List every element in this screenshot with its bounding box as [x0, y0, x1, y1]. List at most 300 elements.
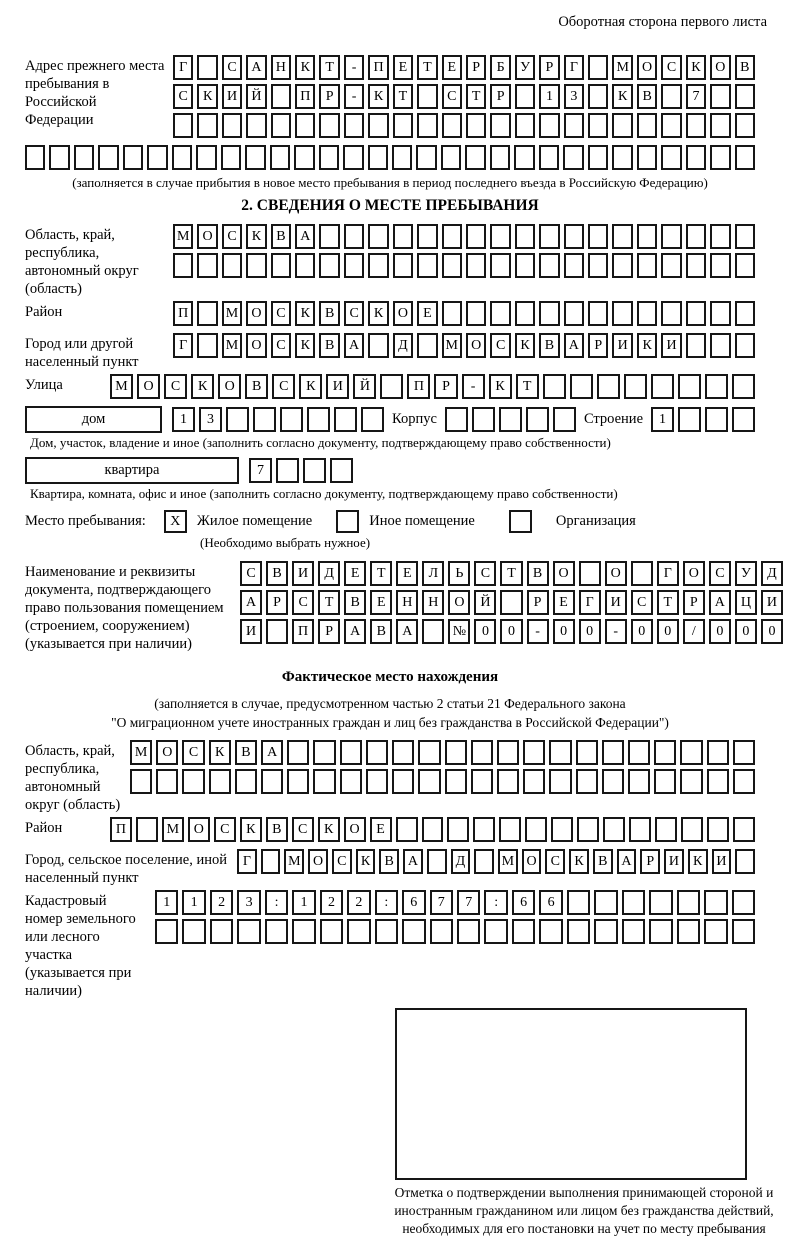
form-cell[interactable] — [422, 619, 444, 644]
form-cell[interactable]: М — [222, 301, 242, 326]
form-cell[interactable] — [197, 333, 217, 358]
form-cell[interactable]: 7 — [686, 84, 706, 109]
form-cell[interactable]: В — [379, 849, 399, 874]
form-cell[interactable] — [497, 740, 519, 765]
form-cell[interactable] — [686, 145, 706, 170]
form-cell[interactable] — [588, 301, 608, 326]
form-cell[interactable] — [294, 145, 314, 170]
form-cell[interactable] — [686, 301, 706, 326]
form-cell[interactable]: Р — [318, 619, 340, 644]
form-cell[interactable] — [735, 253, 755, 278]
form-cell[interactable]: 0 — [474, 619, 496, 644]
form-cell[interactable] — [551, 817, 573, 842]
form-cell[interactable] — [347, 919, 370, 944]
form-cell[interactable] — [340, 769, 362, 794]
form-cell[interactable]: 0 — [553, 619, 575, 644]
form-cell[interactable] — [514, 145, 534, 170]
form-cell[interactable] — [588, 84, 608, 109]
form-cell[interactable]: К — [246, 224, 266, 249]
form-cell[interactable]: - — [344, 84, 364, 109]
form-cell[interactable]: : — [484, 890, 507, 915]
form-cell[interactable] — [564, 113, 584, 138]
form-cell[interactable] — [368, 224, 388, 249]
form-cell[interactable]: В — [344, 590, 366, 615]
form-cell[interactable] — [649, 919, 672, 944]
form-cell[interactable]: Т — [370, 561, 392, 586]
form-cell[interactable] — [222, 253, 242, 278]
form-cell[interactable] — [368, 253, 388, 278]
form-cell[interactable] — [735, 113, 755, 138]
form-cell[interactable] — [622, 919, 645, 944]
form-cell[interactable] — [209, 769, 231, 794]
form-cell[interactable] — [735, 145, 755, 170]
form-cell[interactable]: Г — [173, 333, 193, 358]
form-cell[interactable] — [366, 740, 388, 765]
form-cell[interactable]: 0 — [631, 619, 653, 644]
form-cell[interactable] — [681, 817, 703, 842]
form-cell[interactable] — [392, 740, 414, 765]
form-cell[interactable]: К — [295, 301, 315, 326]
form-cell[interactable] — [677, 919, 700, 944]
form-cell[interactable] — [418, 740, 440, 765]
form-cell[interactable] — [602, 740, 624, 765]
form-cell[interactable] — [245, 145, 265, 170]
form-cell[interactable]: С — [631, 590, 653, 615]
form-cell[interactable] — [368, 113, 388, 138]
form-cell[interactable]: / — [683, 619, 705, 644]
form-cell[interactable] — [707, 817, 729, 842]
form-cell[interactable]: Н — [422, 590, 444, 615]
form-cell[interactable] — [564, 224, 584, 249]
form-cell[interactable] — [637, 224, 657, 249]
form-cell[interactable]: С — [222, 55, 242, 80]
form-cell[interactable]: М — [162, 817, 184, 842]
form-cell[interactable] — [344, 113, 364, 138]
form-cell[interactable] — [622, 890, 645, 915]
form-cell[interactable] — [563, 145, 583, 170]
form-cell[interactable]: Г — [564, 55, 584, 80]
form-cell[interactable]: К — [612, 84, 632, 109]
form-cell[interactable] — [597, 374, 620, 399]
form-cell[interactable]: С — [292, 590, 314, 615]
form-cell[interactable]: Р — [539, 55, 559, 80]
form-cell[interactable] — [570, 374, 593, 399]
form-cell[interactable] — [343, 145, 363, 170]
form-cell[interactable] — [417, 333, 437, 358]
form-cell[interactable] — [197, 253, 217, 278]
form-cell[interactable]: П — [292, 619, 314, 644]
form-cell[interactable] — [704, 890, 727, 915]
form-cell[interactable]: С — [271, 301, 291, 326]
form-cell[interactable]: - — [527, 619, 549, 644]
form-cell[interactable]: 3 — [564, 84, 584, 109]
form-cell[interactable] — [466, 113, 486, 138]
form-cell[interactable]: К — [688, 849, 708, 874]
form-cell[interactable] — [361, 407, 384, 432]
form-cell[interactable]: Р — [466, 55, 486, 80]
form-cell[interactable]: О — [344, 817, 366, 842]
form-cell[interactable] — [307, 407, 330, 432]
form-cell[interactable] — [512, 919, 535, 944]
form-cell[interactable] — [287, 740, 309, 765]
form-cell[interactable] — [156, 769, 178, 794]
form-cell[interactable] — [344, 253, 364, 278]
form-cell[interactable]: 0 — [761, 619, 783, 644]
form-cell[interactable] — [445, 407, 468, 432]
form-cell[interactable] — [637, 253, 657, 278]
form-cell[interactable] — [577, 817, 599, 842]
form-cell[interactable]: Е — [344, 561, 366, 586]
form-cell[interactable]: К — [368, 84, 388, 109]
form-cell[interactable] — [661, 253, 681, 278]
form-cell[interactable]: С — [214, 817, 236, 842]
form-cell[interactable]: Т — [318, 590, 340, 615]
form-cell[interactable] — [655, 817, 677, 842]
form-cell[interactable] — [710, 113, 730, 138]
form-cell[interactable] — [445, 740, 467, 765]
form-cell[interactable] — [235, 769, 257, 794]
form-cell[interactable] — [539, 919, 562, 944]
form-cell[interactable] — [661, 84, 681, 109]
form-cell[interactable] — [678, 374, 701, 399]
form-cell[interactable] — [313, 740, 335, 765]
form-cell[interactable] — [594, 890, 617, 915]
form-cell[interactable] — [319, 145, 339, 170]
form-cell[interactable]: В — [266, 561, 288, 586]
form-cell[interactable]: Б — [490, 55, 510, 80]
form-cell[interactable]: К — [356, 849, 376, 874]
form-cell[interactable]: Т — [657, 590, 679, 615]
form-cell[interactable] — [368, 333, 388, 358]
form-cell[interactable] — [515, 301, 535, 326]
form-cell[interactable]: О — [637, 55, 657, 80]
form-cell[interactable]: И — [240, 619, 262, 644]
form-cell[interactable] — [490, 224, 510, 249]
form-cell[interactable] — [499, 817, 521, 842]
form-cell[interactable] — [651, 374, 674, 399]
form-cell[interactable]: К — [191, 374, 214, 399]
form-cell[interactable] — [466, 301, 486, 326]
form-cell[interactable] — [525, 817, 547, 842]
form-cell[interactable]: С — [442, 84, 462, 109]
form-cell[interactable]: О — [683, 561, 705, 586]
form-cell[interactable] — [628, 769, 650, 794]
form-cell[interactable] — [654, 769, 676, 794]
form-cell[interactable]: К — [515, 333, 535, 358]
form-cell[interactable] — [602, 769, 624, 794]
form-cell[interactable] — [612, 253, 632, 278]
form-cell[interactable]: Д — [318, 561, 340, 586]
form-cell[interactable]: М — [284, 849, 304, 874]
form-cell[interactable] — [661, 224, 681, 249]
form-cell[interactable] — [631, 561, 653, 586]
form-cell[interactable]: С — [182, 740, 204, 765]
form-cell[interactable]: Г — [173, 55, 193, 80]
form-cell[interactable] — [678, 407, 701, 432]
form-cell[interactable] — [427, 849, 447, 874]
form-cell[interactable]: А — [344, 619, 366, 644]
form-cell[interactable]: К — [686, 55, 706, 80]
form-cell[interactable] — [392, 145, 412, 170]
form-cell[interactable]: П — [110, 817, 132, 842]
form-cell[interactable]: Т — [500, 561, 522, 586]
form-cell[interactable]: 0 — [500, 619, 522, 644]
form-cell[interactable] — [147, 145, 167, 170]
form-cell[interactable]: Й — [353, 374, 376, 399]
form-cell[interactable] — [735, 849, 755, 874]
form-cell[interactable] — [499, 407, 522, 432]
form-cell[interactable]: И — [292, 561, 314, 586]
form-cell[interactable] — [417, 113, 437, 138]
form-cell[interactable] — [445, 769, 467, 794]
form-cell[interactable] — [733, 740, 755, 765]
form-cell[interactable] — [276, 458, 299, 483]
form-cell[interactable] — [704, 919, 727, 944]
form-cell[interactable]: Е — [417, 301, 437, 326]
form-cell[interactable]: 2 — [320, 890, 343, 915]
form-cell[interactable] — [515, 224, 535, 249]
form-cell[interactable] — [490, 113, 510, 138]
form-cell[interactable] — [473, 817, 495, 842]
form-cell[interactable] — [344, 224, 364, 249]
form-cell[interactable]: 0 — [657, 619, 679, 644]
form-cell[interactable] — [710, 301, 730, 326]
form-cell[interactable] — [173, 253, 193, 278]
form-cell[interactable] — [471, 769, 493, 794]
form-cell[interactable] — [210, 919, 233, 944]
form-cell[interactable] — [588, 55, 608, 80]
form-cell[interactable] — [564, 253, 584, 278]
form-cell[interactable]: Р — [319, 84, 339, 109]
form-cell[interactable]: П — [368, 55, 388, 80]
form-cell[interactable] — [649, 890, 672, 915]
kvartira-type-box[interactable]: квартира — [25, 457, 239, 484]
form-cell[interactable]: М — [173, 224, 193, 249]
form-cell[interactable]: 0 — [735, 619, 757, 644]
form-cell[interactable] — [392, 769, 414, 794]
form-cell[interactable]: К — [240, 817, 262, 842]
form-cell[interactable]: : — [375, 890, 398, 915]
form-cell[interactable]: В — [266, 817, 288, 842]
form-cell[interactable]: Р — [588, 333, 608, 358]
form-cell[interactable] — [418, 769, 440, 794]
form-cell[interactable] — [515, 113, 535, 138]
form-cell[interactable] — [292, 919, 315, 944]
form-cell[interactable] — [270, 145, 290, 170]
form-cell[interactable] — [710, 333, 730, 358]
form-cell[interactable]: И — [664, 849, 684, 874]
form-cell[interactable]: 7 — [457, 890, 480, 915]
form-cell[interactable]: У — [515, 55, 535, 80]
form-cell[interactable] — [320, 919, 343, 944]
form-cell[interactable]: П — [295, 84, 315, 109]
form-cell[interactable]: В — [539, 333, 559, 358]
form-cell[interactable] — [707, 740, 729, 765]
form-cell[interactable]: В — [735, 55, 755, 80]
form-cell[interactable]: П — [407, 374, 430, 399]
form-cell[interactable] — [686, 224, 706, 249]
form-cell[interactable] — [686, 333, 706, 358]
form-cell[interactable]: И — [605, 590, 627, 615]
form-cell[interactable] — [441, 145, 461, 170]
form-cell[interactable] — [732, 407, 755, 432]
form-cell[interactable] — [416, 145, 436, 170]
form-cell[interactable]: А — [709, 590, 731, 615]
form-cell[interactable]: В — [370, 619, 392, 644]
form-cell[interactable]: Р — [640, 849, 660, 874]
form-cell[interactable]: А — [564, 333, 584, 358]
form-cell[interactable]: С — [344, 301, 364, 326]
form-cell[interactable]: 1 — [182, 890, 205, 915]
form-cell[interactable] — [732, 374, 755, 399]
form-cell[interactable]: А — [396, 619, 418, 644]
form-cell[interactable] — [707, 769, 729, 794]
form-cell[interactable] — [442, 253, 462, 278]
form-cell[interactable] — [637, 145, 657, 170]
form-cell[interactable] — [393, 224, 413, 249]
form-cell[interactable]: О — [246, 301, 266, 326]
form-cell[interactable] — [246, 113, 266, 138]
form-cell[interactable]: 1 — [172, 407, 195, 432]
form-cell[interactable]: О — [522, 849, 542, 874]
form-cell[interactable] — [340, 740, 362, 765]
form-cell[interactable] — [629, 817, 651, 842]
form-cell[interactable] — [334, 407, 357, 432]
form-cell[interactable] — [523, 740, 545, 765]
form-cell[interactable] — [710, 224, 730, 249]
form-cell[interactable]: К — [299, 374, 322, 399]
form-cell[interactable]: М — [612, 55, 632, 80]
form-cell[interactable]: С — [272, 374, 295, 399]
form-cell[interactable] — [661, 301, 681, 326]
form-cell[interactable] — [319, 113, 339, 138]
form-cell[interactable] — [74, 145, 94, 170]
form-cell[interactable] — [442, 224, 462, 249]
form-cell[interactable] — [182, 769, 204, 794]
form-cell[interactable]: М — [442, 333, 462, 358]
form-cell[interactable]: А — [344, 333, 364, 358]
form-cell[interactable]: 0 — [709, 619, 731, 644]
form-cell[interactable] — [680, 740, 702, 765]
form-cell[interactable]: К — [318, 817, 340, 842]
form-cell[interactable]: Р — [683, 590, 705, 615]
form-cell[interactable] — [136, 817, 158, 842]
form-cell[interactable] — [523, 769, 545, 794]
form-cell[interactable] — [197, 55, 217, 80]
form-cell[interactable] — [588, 224, 608, 249]
form-cell[interactable] — [539, 253, 559, 278]
form-cell[interactable]: А — [295, 224, 315, 249]
form-cell[interactable]: 6 — [402, 890, 425, 915]
form-cell[interactable] — [396, 817, 418, 842]
form-cell[interactable] — [287, 769, 309, 794]
form-cell[interactable] — [197, 301, 217, 326]
form-cell[interactable]: Т — [319, 55, 339, 80]
form-cell[interactable] — [182, 919, 205, 944]
form-cell[interactable]: О — [710, 55, 730, 80]
form-cell[interactable]: К — [209, 740, 231, 765]
form-cell[interactable] — [173, 113, 193, 138]
form-cell[interactable]: - — [462, 374, 485, 399]
form-cell[interactable]: С — [164, 374, 187, 399]
form-cell[interactable]: 1 — [539, 84, 559, 109]
form-cell[interactable] — [628, 740, 650, 765]
form-cell[interactable]: Р — [434, 374, 457, 399]
form-cell[interactable]: С — [474, 561, 496, 586]
form-cell[interactable] — [710, 145, 730, 170]
form-cell[interactable] — [735, 333, 755, 358]
form-cell[interactable]: 1 — [292, 890, 315, 915]
form-cell[interactable] — [261, 849, 281, 874]
form-cell[interactable] — [237, 919, 260, 944]
form-cell[interactable]: Г — [579, 590, 601, 615]
form-cell[interactable] — [472, 407, 495, 432]
form-cell[interactable] — [576, 740, 598, 765]
form-cell[interactable] — [447, 817, 469, 842]
form-cell[interactable] — [368, 145, 388, 170]
form-cell[interactable] — [221, 145, 241, 170]
form-cell[interactable]: 7 — [430, 890, 453, 915]
form-cell[interactable] — [430, 919, 453, 944]
form-cell[interactable] — [246, 253, 266, 278]
form-cell[interactable] — [579, 561, 601, 586]
form-cell[interactable]: Е — [553, 590, 575, 615]
form-cell[interactable]: Г — [657, 561, 679, 586]
form-cell[interactable] — [515, 253, 535, 278]
form-cell[interactable]: Р — [266, 590, 288, 615]
form-cell[interactable]: 1 — [651, 407, 674, 432]
form-cell[interactable]: М — [110, 374, 133, 399]
form-cell[interactable] — [155, 919, 178, 944]
form-cell[interactable] — [130, 769, 152, 794]
form-cell[interactable]: С — [222, 224, 242, 249]
form-cell[interactable] — [677, 890, 700, 915]
form-cell[interactable]: 1 — [155, 890, 178, 915]
form-cell[interactable] — [576, 769, 598, 794]
form-cell[interactable]: С — [490, 333, 510, 358]
form-cell[interactable]: О — [605, 561, 627, 586]
form-cell[interactable] — [539, 145, 559, 170]
form-cell[interactable] — [271, 253, 291, 278]
form-cell[interactable] — [253, 407, 276, 432]
form-cell[interactable]: 6 — [512, 890, 535, 915]
form-cell[interactable]: Ц — [735, 590, 757, 615]
form-cell[interactable] — [196, 145, 216, 170]
form-cell[interactable]: 0 — [579, 619, 601, 644]
form-cell[interactable] — [553, 407, 576, 432]
form-cell[interactable]: И — [712, 849, 732, 874]
form-cell[interactable]: - — [605, 619, 627, 644]
form-cell[interactable] — [612, 113, 632, 138]
form-cell[interactable] — [123, 145, 143, 170]
form-cell[interactable]: Т — [466, 84, 486, 109]
form-cell[interactable]: Е — [370, 817, 392, 842]
form-cell[interactable] — [539, 224, 559, 249]
form-cell[interactable] — [172, 145, 192, 170]
form-cell[interactable] — [222, 113, 242, 138]
form-cell[interactable]: О — [466, 333, 486, 358]
form-cell[interactable]: Д — [761, 561, 783, 586]
form-cell[interactable]: А — [403, 849, 423, 874]
form-cell[interactable]: Р — [527, 590, 549, 615]
form-cell[interactable] — [490, 253, 510, 278]
form-cell[interactable]: № — [448, 619, 470, 644]
form-cell[interactable]: К — [569, 849, 589, 874]
form-cell[interactable] — [417, 84, 437, 109]
form-cell[interactable]: О — [246, 333, 266, 358]
form-cell[interactable]: О — [553, 561, 575, 586]
form-cell[interactable] — [549, 740, 571, 765]
